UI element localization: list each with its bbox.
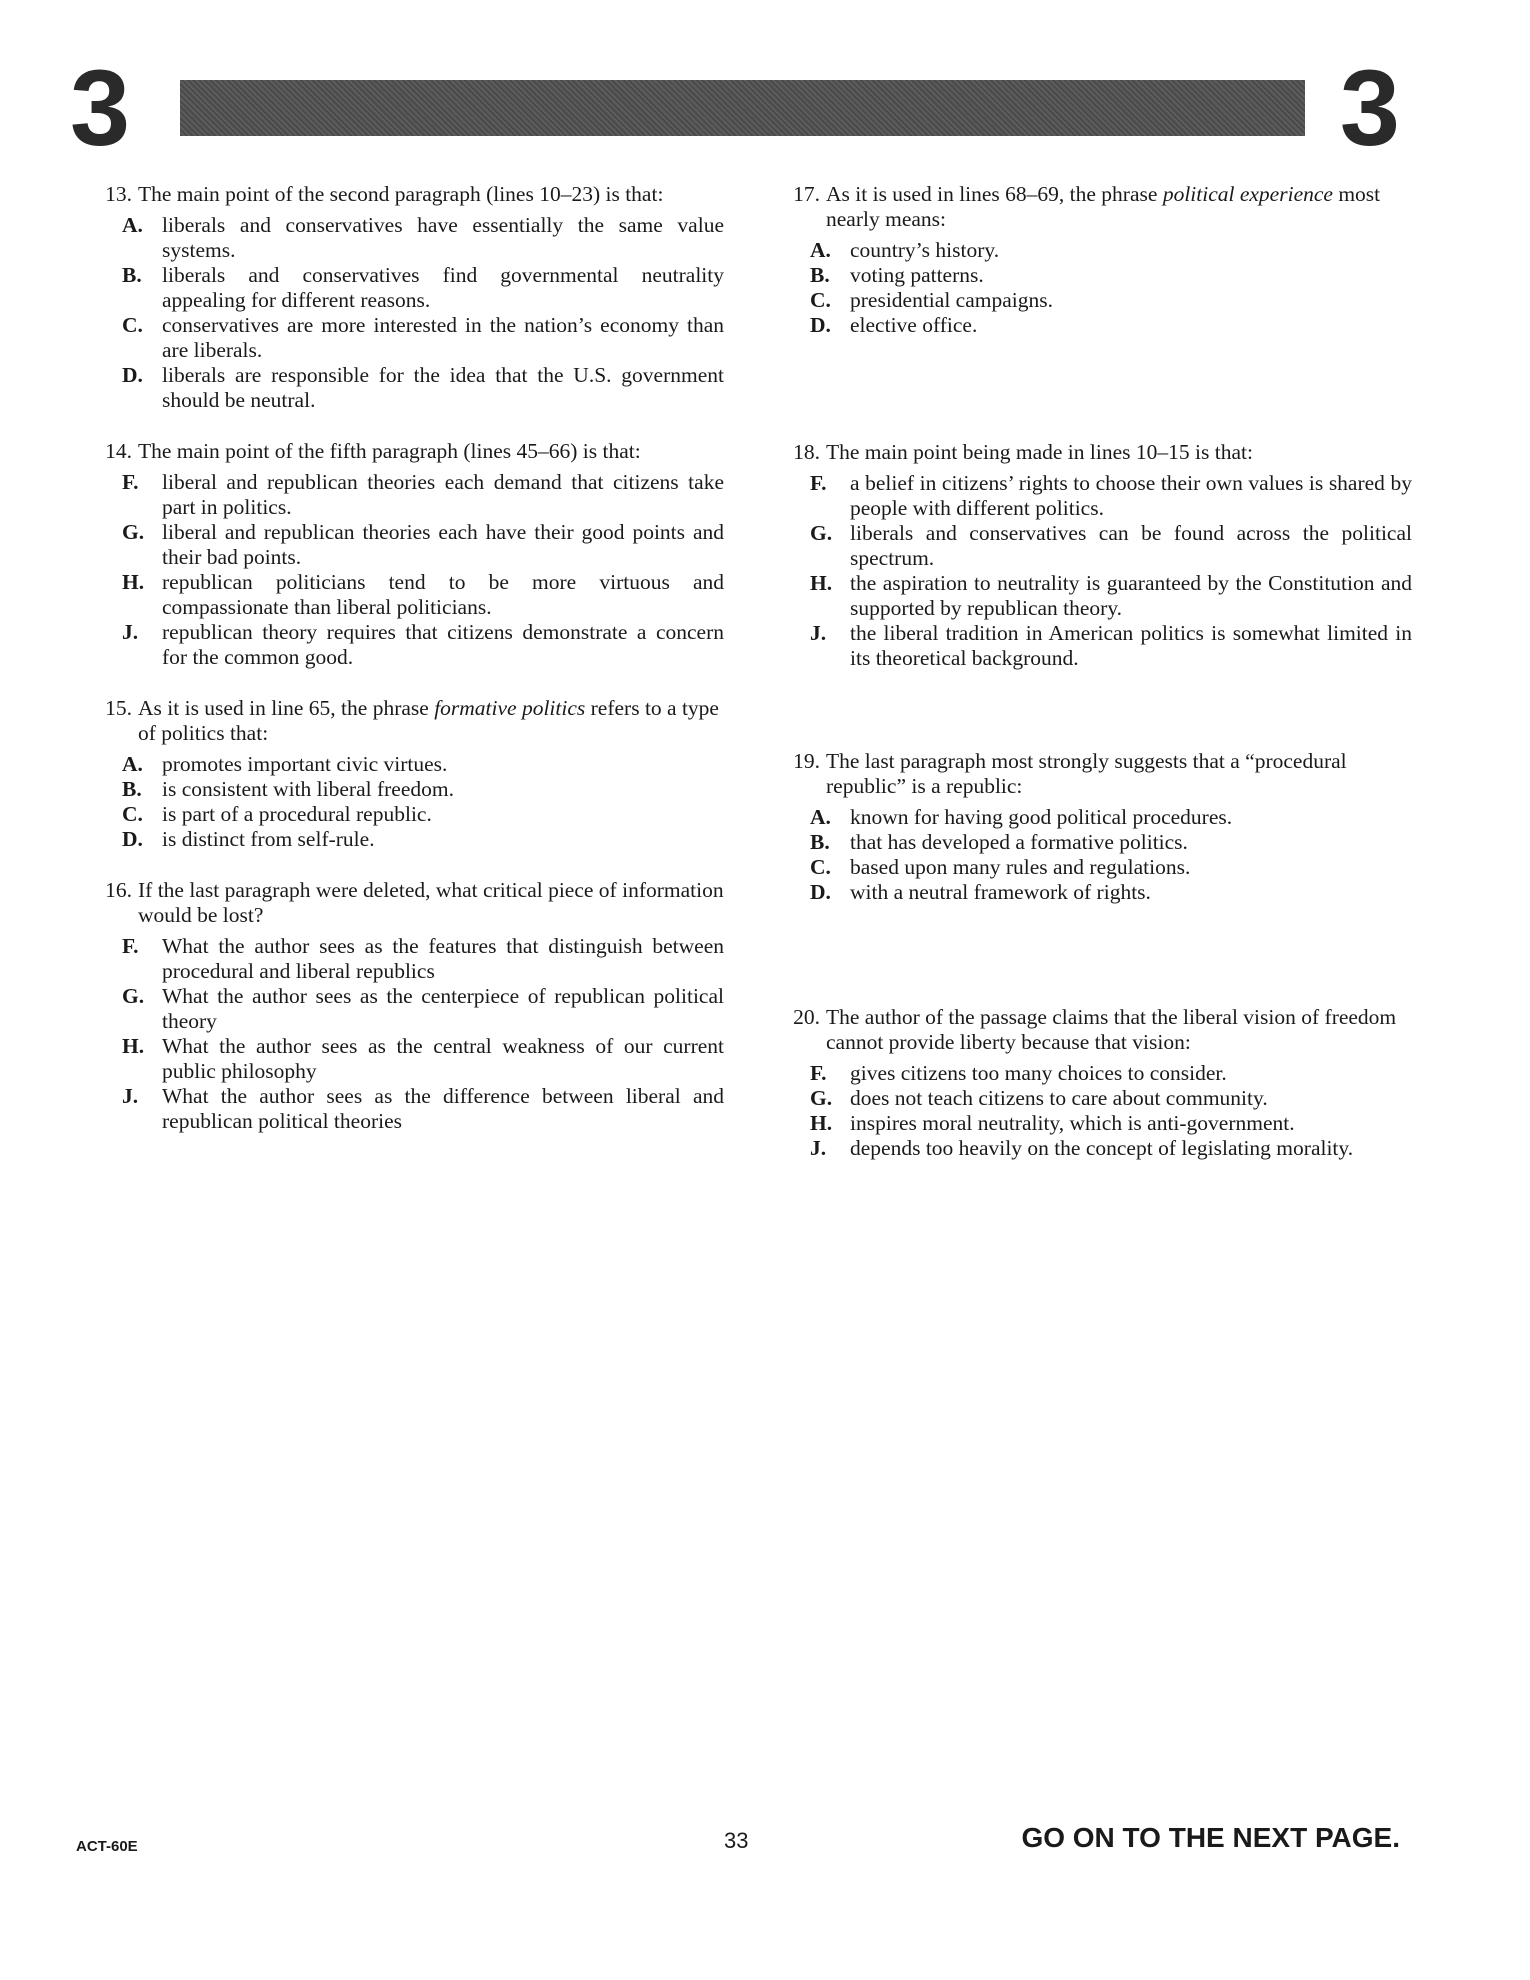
option-letter: C. [810,288,831,312]
option-letter: F. [810,471,827,495]
answer-option-b[interactable] [810,263,1412,288]
answer-option-c[interactable] [810,288,1412,313]
option-letter: D. [810,880,831,904]
answer-option-b[interactable] [810,830,1412,855]
question-number: 13. [105,182,132,206]
option-text: liberals and conservatives have essentially the same value systems. [162,213,724,262]
answer-option-h[interactable] [122,1034,724,1084]
option-letter: A. [810,805,831,829]
answer-option-d[interactable] [122,827,724,852]
option-letter: H. [122,570,145,594]
option-text: liberal and republican theories each demand that citizens take part in politics. [162,470,724,519]
option-text: does not teach citizens to care about community. [850,1086,1268,1110]
section-header-bar [180,80,1305,136]
answer-option-f[interactable] [122,934,724,984]
option-letter: H. [810,571,833,595]
option-text: What the author sees as the central weakness of our current public philosophy [162,1034,724,1083]
option-text: with a neutral framework of rights. [850,880,1151,904]
form-code: ACT-60E [76,1838,138,1855]
option-letter: J. [810,621,827,645]
answer-option-g[interactable] [122,984,724,1034]
option-letter: H. [810,1111,833,1135]
answer-option-j[interactable] [810,621,1412,671]
option-letter: F. [122,470,139,494]
option-text: the liberal tradition in American politics is somewhat limited in its theoretical background. [850,621,1412,670]
answer-option-j[interactable] [122,620,724,670]
option-text: that has developed a formative politics. [850,830,1188,854]
answer-option-g[interactable] [810,521,1412,571]
answer-option-a[interactable] [810,805,1412,830]
question-stem: As it is used in line 65, the phrase formative politics refers to a type of politics that: [138,696,719,745]
option-letter: D. [810,313,831,337]
answer-option-j[interactable] [122,1084,724,1134]
option-text: the aspiration to neutrality is guaranteed by the Constitution and supported by republican theory. [850,571,1412,620]
question-number: 19. [793,749,820,773]
option-letter: B. [122,777,142,801]
page-number: 33 [724,1828,749,1853]
question-18 [772,440,1412,671]
option-text: What the author sees as the difference between liberal and republican political theories [162,1084,724,1133]
answer-option-b[interactable] [122,263,724,313]
option-letter: B. [122,263,142,287]
question-number: 15. [105,696,132,720]
option-letter: G. [122,520,145,544]
option-text: depends too heavily on the concept of legislating morality. [850,1136,1354,1160]
option-text: liberals are responsible for the idea that the U.S. government should be neutral. [162,363,724,412]
question-stem: If the last paragraph were deleted, what critical piece of information would be lost? [138,878,724,927]
question-15 [84,696,724,852]
option-text: What the author sees as the features that distinguish between procedural and liberal republics [162,934,724,983]
question-number: 17. [793,182,820,206]
answer-option-b[interactable] [122,777,724,802]
question-16 [84,878,724,1134]
go-on-instruction: GO ON TO THE NEXT PAGE. [1021,1822,1400,1853]
answer-option-f[interactable] [122,470,724,520]
question-stem: The main point of the fifth paragraph (lines 45–66) is that: [138,439,641,463]
option-letter: F. [122,934,139,958]
option-text: is distinct from self-rule. [162,827,375,851]
option-text: is part of a procedural republic. [162,802,432,826]
option-letter: G. [122,984,145,1008]
answer-option-d[interactable] [810,880,1412,905]
left-column [84,182,724,1160]
right-column [772,182,1412,1187]
question-number: 20. [793,1005,820,1029]
option-letter: B. [810,830,830,854]
question-number: 16. [105,878,132,902]
option-text: gives citizens too many choices to consider. [850,1061,1227,1085]
question-stem: The author of the passage claims that the liberal vision of freedom cannot provide liberty because that vision: [826,1005,1397,1054]
question-stem: The main point being made in lines 10–15 is that: [826,440,1253,464]
question-14 [84,439,724,670]
quoted-phrase: formative politics [434,696,586,720]
option-text: presidential campaigns. [850,288,1053,312]
option-text: What the author sees as the centerpiece of republican political theory [162,984,724,1033]
option-text: liberals and conservatives can be found across the political spectrum. [850,521,1412,570]
option-text: liberal and republican theories each have their good points and their bad points. [162,520,724,569]
option-text: country’s history. [850,238,1000,262]
answer-option-a[interactable] [122,213,724,263]
option-letter: F. [810,1061,827,1085]
question-19 [772,749,1412,905]
option-text: liberals and conservatives find governmental neutrality appealing for different reasons. [162,263,724,312]
question-20 [772,1005,1412,1161]
option-letter: A. [122,752,143,776]
answer-option-d[interactable] [810,313,1412,338]
option-letter: J. [122,620,139,644]
question-stem: The last paragraph most strongly suggests that a “procedural republic” is a republic: [826,749,1347,798]
option-text: republican theory requires that citizens demonstrate a concern for the common good. [162,620,724,669]
option-letter: D. [122,363,143,387]
option-text: conservatives are more interested in the nation’s economy than are liberals. [162,313,724,362]
option-letter: J. [122,1084,139,1108]
section-number-right: 3 [1339,47,1400,168]
answer-option-h[interactable] [810,1111,1412,1136]
answer-option-c[interactable] [122,313,724,363]
option-letter: G. [810,1086,833,1110]
question-number: 18. [793,440,820,464]
question-stem: The main point of the second paragraph (lines 10–23) is that: [138,182,664,206]
option-text: inspires moral neutrality, which is anti-government. [850,1111,1295,1135]
option-text: known for having good political procedures. [850,805,1233,829]
answer-option-g[interactable] [122,520,724,570]
option-text: based upon many rules and regulations. [850,855,1191,879]
answer-option-g[interactable] [810,1086,1412,1111]
option-letter: B. [810,263,830,287]
option-text: republican politicians tend to be more virtuous and compassionate than liberal politicians. [162,570,724,619]
question-17 [772,182,1412,338]
option-letter: A. [122,213,143,237]
option-letter: C. [810,855,831,879]
question-stem: As it is used in lines 68–69, the phrase political experience most nearly means: [826,182,1381,231]
option-text: a belief in citizens’ rights to choose their own values is shared by people with different politics. [850,471,1412,520]
answer-option-h[interactable] [810,571,1412,621]
answer-option-c[interactable] [122,802,724,827]
answer-option-c[interactable] [810,855,1412,880]
section-number-left: 3 [70,47,131,168]
option-letter: J. [810,1136,827,1160]
answer-option-f[interactable] [810,1061,1412,1086]
answer-option-f[interactable] [810,471,1412,521]
option-letter: C. [122,313,143,337]
option-text: promotes important civic virtues. [162,752,448,776]
option-letter: A. [810,238,831,262]
question-number: 14. [105,439,132,463]
answer-option-a[interactable] [122,752,724,777]
option-letter: G. [810,521,833,545]
option-letter: D. [122,827,143,851]
quoted-phrase: political experience [1162,182,1333,206]
question-13 [84,182,724,413]
option-letter: C. [122,802,143,826]
option-text: voting patterns. [850,263,984,287]
option-text: elective office. [850,313,978,337]
option-letter: H. [122,1034,145,1058]
answer-option-a[interactable] [810,238,1412,263]
answer-option-h[interactable] [122,570,724,620]
option-text: is consistent with liberal freedom. [162,777,454,801]
answer-option-d[interactable] [122,363,724,413]
answer-option-j[interactable] [810,1136,1412,1161]
